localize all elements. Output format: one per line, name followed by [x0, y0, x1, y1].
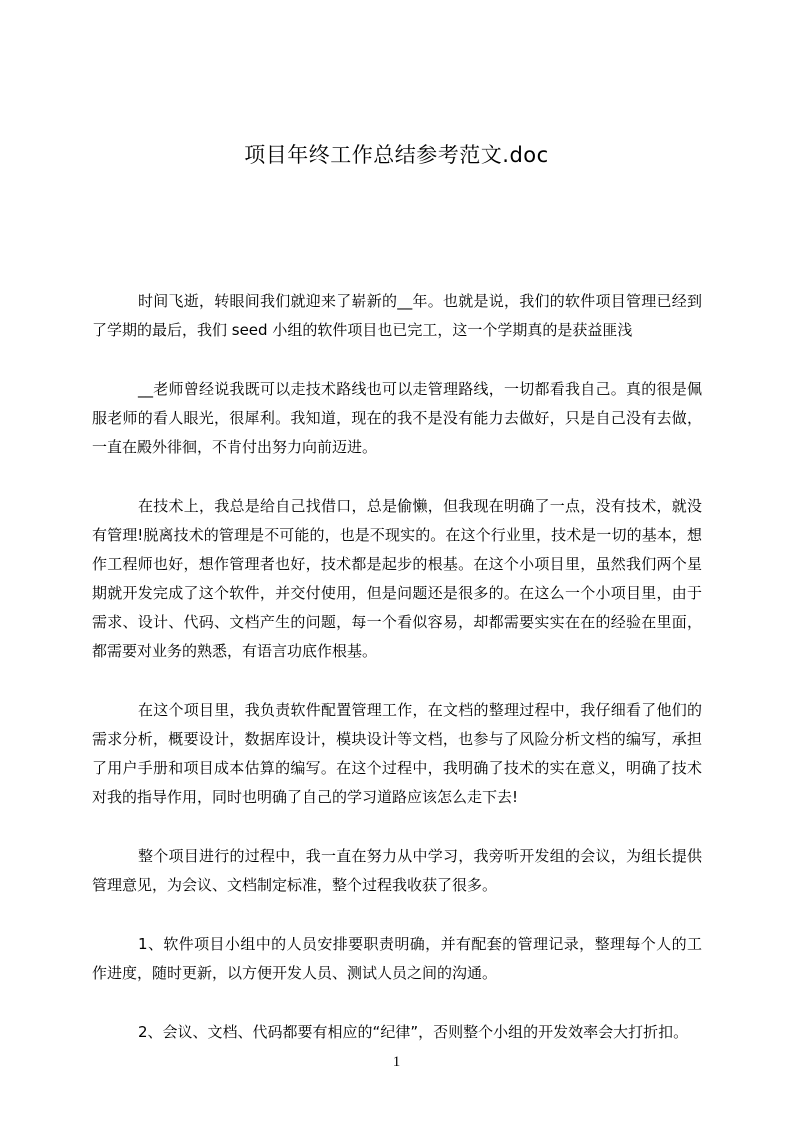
paragraph-7: 2、会议、文档、代码都要有相应的“纪律”，否则整个小组的开发效率会大打折扣。: [138, 1023, 689, 1041]
paragraph-5: 整个项目进行的过程中，我一直在努力从中学习，我旁听开发组的会议，为组长提供管理意见，为会议、文档制定标准，整个过程我收获了很多。: [92, 847, 702, 894]
paragraph-4: 在这个项目里，我负责软件配置管理工作，在文档的整理过程中，我仔细看了他们的需求分析，概要设计，数据库设计，模块设计等文档，也参与了风险分析文档的编写，承担了用户手册和项目成本估算的编写。在这个过程中，我明确了技术的实在意义，明确了技术对我的指导作用，同时也明确了自己的学习道路应该怎么走下去!: [92, 701, 702, 806]
paragraph-1: 时间飞逝，转眼间我们就迎来了崭新的__年。也就是说，我们的软件项目管理已经到了学期的最后，我们 seed 小组的软件项目也已完工，这一个学期真的是获益匪浅: [92, 292, 702, 339]
paragraph-3: 在技术上，我总是给自己找借口，总是偷懒，但我现在明确了一点，没有技术，就没有管理!脱离技术的管理是不可能的，也是不现实的。在这个行业里，技术是一切的基本，想作工程师也好，想作管理者也好，技术都是起步的根基。在这个小项目里，虽然我们两个星期就开发完成了这个软件，并交付使用，但是问题还是很多的。在这么一个小项目里，由于需求、设计、代码、文档产生的问题，每一个看似容易，却都需要实实在在的经验在里面，都需要对业务的熟悉，有语言功底作根基。: [92, 497, 702, 660]
paragraph-2: __老师曾经说我既可以走技术路线也可以走管理路线，一切都看我自己。真的很是佩服老师的看人眼光，很犀利。我知道，现在的我不是没有能力去做好，只是自己没有去做，一直在殿外徘徊，不肯付出努力向前迈进。: [92, 380, 702, 456]
page-number: 1: [392, 1054, 401, 1070]
document-title: 项目年终工作总结参考范文.doc: [244, 143, 549, 167]
paragraph-6: 1、软件项目小组中的人员安排要职责明确，并有配套的管理记录，整理每个人的工作进度，随时更新，以方便开发人员、测试人员之间的沟通。: [92, 935, 702, 982]
document-body: [92, 287, 702, 1077]
